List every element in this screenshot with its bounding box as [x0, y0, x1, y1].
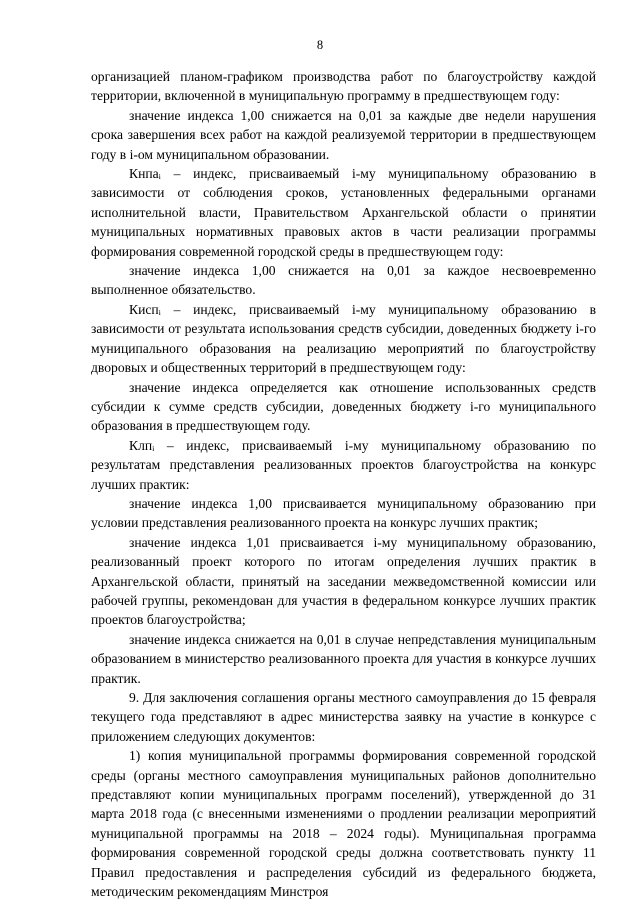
paragraph-index-knpa: Кнпаᵢ – индекс, присваиваемый i-му муниципальному образованию в зависимости от соблюдения сроков, установленных федеральными органами исполнительной власти, Правительством Архангельской области о принятии муниципальных нормативных правовых актов в части реализации программы формирования современной городской среды в предшествующем году: [91, 166, 596, 259]
paragraph-index-kisp: Киспᵢ – индекс, присваиваемый i-му муниципальному образованию в зависимости от результата использования средств субсидии, доведенных бюджету i-го муниципального образования на реализацию мероприятий по благоустройству дворовых и общественных территорий в предшествующем году: [91, 301, 596, 376]
paragraph: организацией планом-графиком производства работ по благоустройству каждой территории, включенной в муниципальную программу в предшествующем году: [91, 69, 596, 104]
paragraph-item-9: 9. Для заключения соглашения органы местного самоуправления до 15 февраля текущего года представляют в адрес министерства заявку на участие в конкурсе с приложением следующих документов: [91, 690, 596, 744]
paragraph-index-klp: Клпᵢ – индекс, присваиваемый i-му муниципальному образованию по результатам представления реализованных проектов благоустройства на конкурс лучших практик: [91, 437, 596, 492]
paragraph: значение индекса 1,00 снижается на 0,01 за каждые две недели нарушения срока завершения всех работ на каждой реализуемой территории в предшествующем году в i-ом муниципальном образовании. [91, 107, 596, 162]
paragraph: значение индекса снижается на 0,01 в случае непредставления муниципальным образованием в министерство реализованного проекта для участия в конкурсе лучших практик. [91, 631, 596, 686]
paragraph: значение индекса 1,01 присваивается i-му муниципальному образованию, реализованный проект которого по итогам определения лучших практик в Архангельской области, принятый на заседании межведомственной комиссии или рабочей группы, рекомендован для участия в федеральном конкурсе лучших практик проектов благоустройства; [91, 534, 596, 628]
page-number: 8 [316, 38, 324, 52]
paragraph: значение индекса 1,00 присваивается муниципальному образованию при условии представления реализованного проекта на конкурс лучших практик; [91, 495, 596, 531]
paragraph: значение индекса определяется как отношение использованных средств субсидии к сумме средств субсидии, доведенных бюджету i-го муниципального образования в предшествующем году. [91, 379, 596, 434]
document-body [91, 67, 596, 901]
paragraph: значение индекса 1,00 снижается на 0,01 за каждое несвоевременно выполненное обязательство. [91, 263, 596, 298]
paragraph-subitem-1: 1) копия муниципальной программы формирования современной городской среды (органы местного самоуправления муниципальных районов дополнительно представляют копии муниципальных программ поселений), утвержденной до 31 марта 2018 года (с внесенными изменениями о продлении реализации мероприятий муниципальной программы на 2018 – 2024 годы). Муниципальная программа формирования современной городской среды должна соответствовать пункту 11 Правил предоставления и распределения субсидий из федерального бюджета, методическим рекомендациям Минстроя [91, 748, 596, 900]
